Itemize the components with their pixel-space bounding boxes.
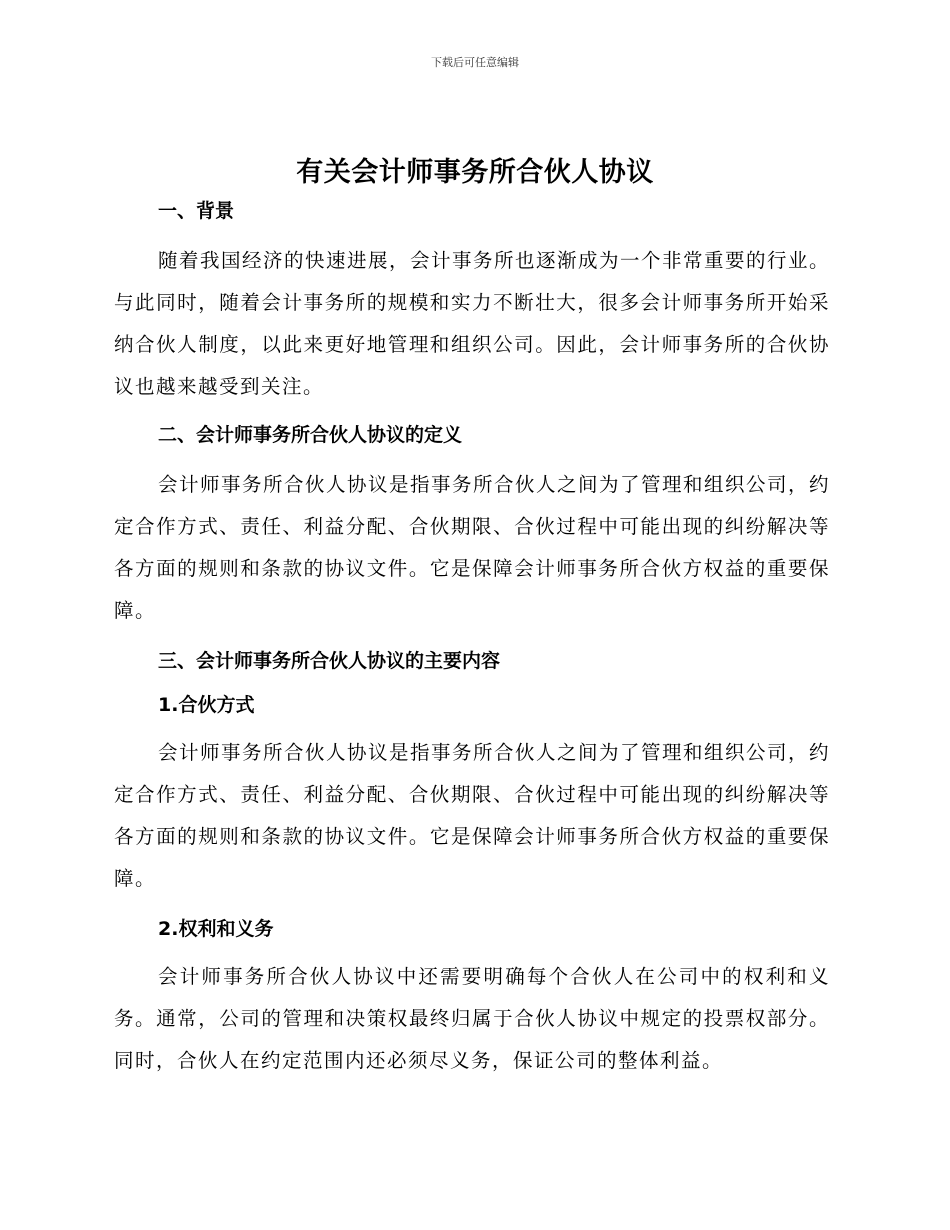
section-paragraph-background: 随着我国经济的快速进展，会计事务所也逐渐成为一个非常重要的行业。与此同时，随着会计事务所的规模和实力不断壮大，很多会计师事务所开始采纳合伙人制度，以此来更好地管理和组织公司。因此，会计师事务所的合伙协议也越来越受到关注。 [114, 249, 831, 398]
document-title: 有关会计师事务所合伙人协议 [296, 157, 654, 188]
section-paragraph-definition: 会计师事务所合伙人协议是指事务所合伙人之间为了管理和组织公司，约定合作方式、责任、利益分配、合伙期限、合伙过程中可能出现的纠纷解决等各方面的规则和条款的协议文件。它是保障会计师事务所合伙方权益的重要保障。 [114, 473, 831, 622]
subsection-paragraph-rights-obligations: 会计师事务所合伙人协议中还需要明确每个合伙人在公司中的权利和义务。通常，公司的管理和决策权最终归属于合伙人协议中规定的投票权部分。同时，合伙人在约定范围内还必须尽义务，保证公司的整体利益。 [114, 965, 830, 1072]
subsection-paragraph-partnership-mode: 会计师事务所合伙人协议是指事务所合伙人之间为了管理和组织公司，约定合作方式、责任、利益分配、合伙期限、合伙过程中可能出现的纠纷解决等各方面的规则和条款的协议文件。它是保障会计师事务所合伙方权益的重要保障。 [114, 741, 831, 890]
document-body [114, 196, 830, 1082]
section-heading-main-content: 三、会计师事务所合伙人协议的主要内容 [158, 650, 501, 672]
subsection-heading-partnership-mode: 1.合伙方式 [158, 694, 255, 716]
section-heading-definition: 二、会计师事务所合伙人协议的定义 [158, 424, 463, 446]
section-heading-background: 一、背景 [158, 200, 235, 222]
page-header-note: 下载后可任意编辑 [431, 56, 519, 69]
subsection-heading-rights-obligations: 2.权利和义务 [158, 918, 274, 940]
